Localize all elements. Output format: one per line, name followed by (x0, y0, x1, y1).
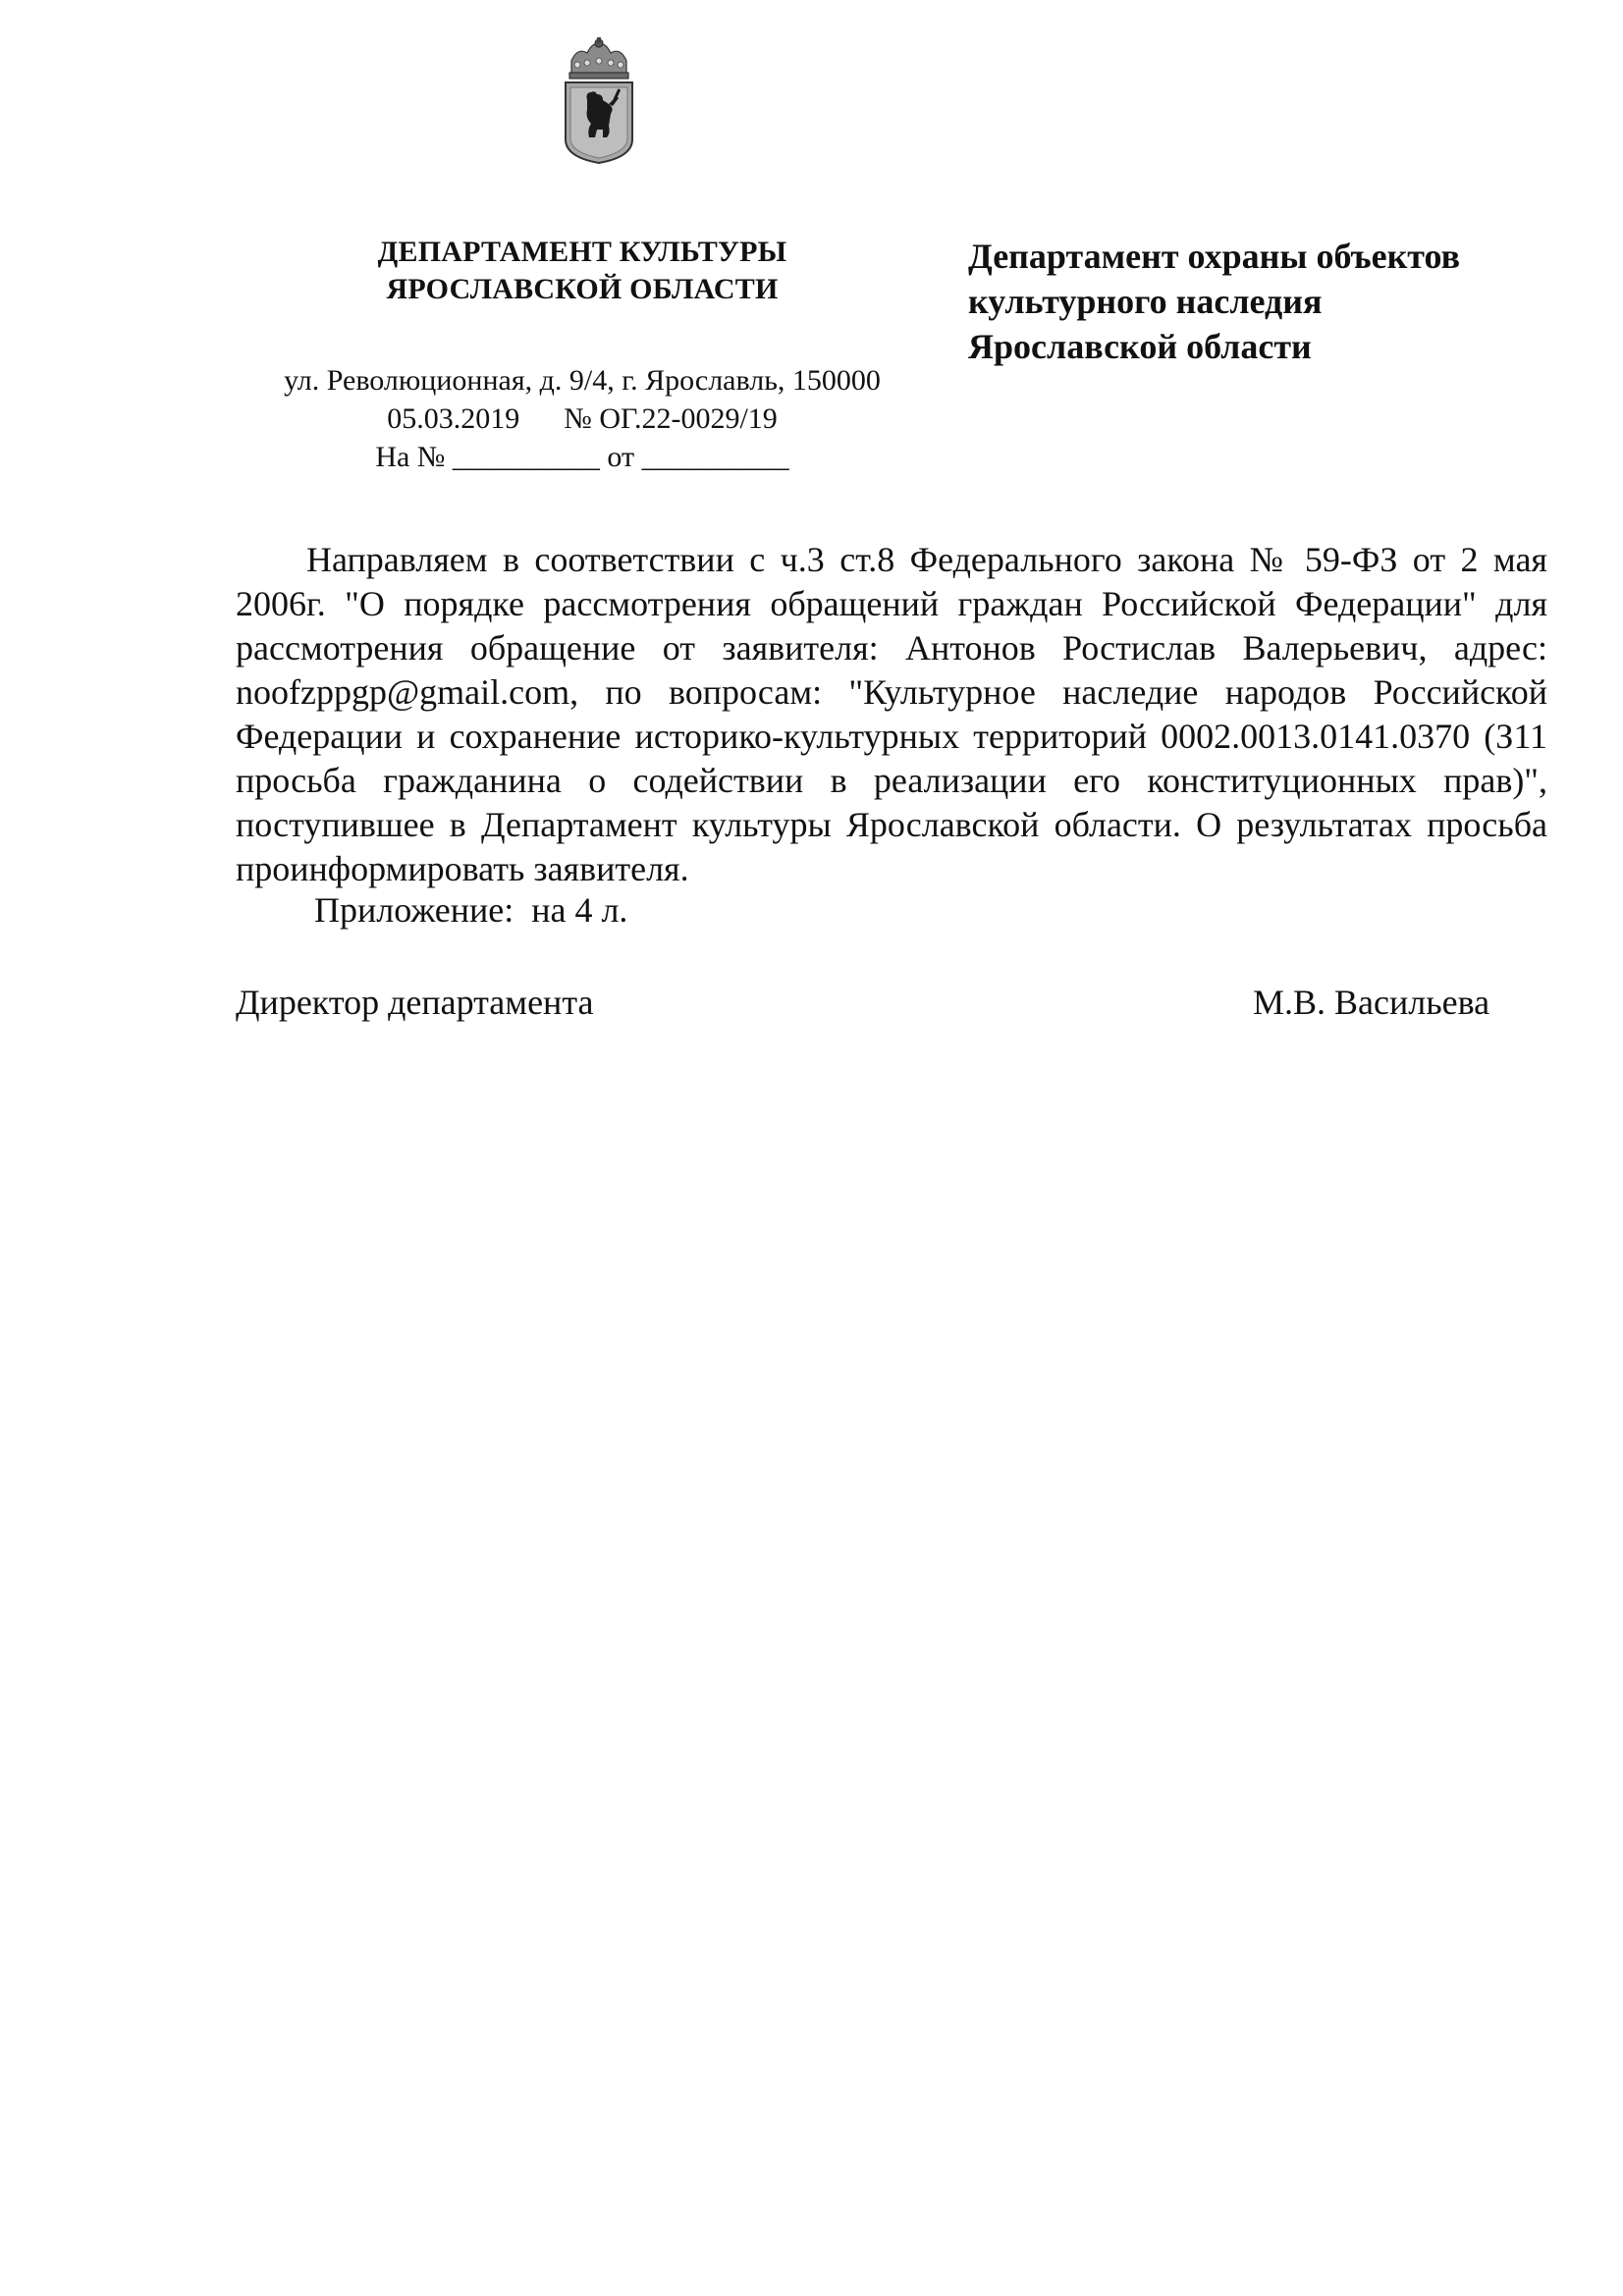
recipient-block (968, 234, 1577, 369)
registration-line: 05.03.2019 № ОГ.22-0029/19 (387, 402, 778, 435)
sender-org-line-2: ЯРОСЛАВСКОЙ ОБЛАСТИ (386, 273, 779, 305)
signatory-title: Директор департамента (236, 983, 594, 1022)
reference-line: На № __________ от __________ (375, 441, 789, 473)
sender-meta (228, 361, 937, 476)
coat-of-arms-icon (558, 35, 640, 165)
attachment-note: Приложение: на 4 л. (314, 890, 628, 930)
sender-block (228, 234, 937, 476)
signatory-name: М.В. Васильева (1253, 983, 1490, 1022)
sender-address: ул. Революционная, д. 9/4, г. Ярославль, 150000 (284, 364, 881, 397)
recipient-line-2: культурного наследия (968, 282, 1323, 321)
recipient-line-1: Департамент охраны объектов (968, 237, 1461, 276)
body-paragraph: Направляем в соответствии с ч.3 ст.8 Федерального закона № 59-ФЗ от 2 мая 2006г. "О порядке рассмотрения обращений граждан Российской Федерации" для рассмотрения обращение от заявителя: Антонов Ростислав Валерьевич, адрес: noofzppgp@gmail.com, по вопросам: "Культурное наследие народов Российской Федерации и сохранение историко-культурных территорий 0002.0013.0141.0370 (З11 просьба гражданина о содействии в реализации его конституционных прав)", поступившее в Департамент культуры Ярославской области. О результатах просьба проинформировать заявителя. (236, 540, 1547, 888)
sender-org-line-1: ДЕПАРТАМЕНТ КУЛЬТУРЫ (377, 236, 787, 268)
recipient-line-3: Ярославской области (968, 327, 1312, 366)
